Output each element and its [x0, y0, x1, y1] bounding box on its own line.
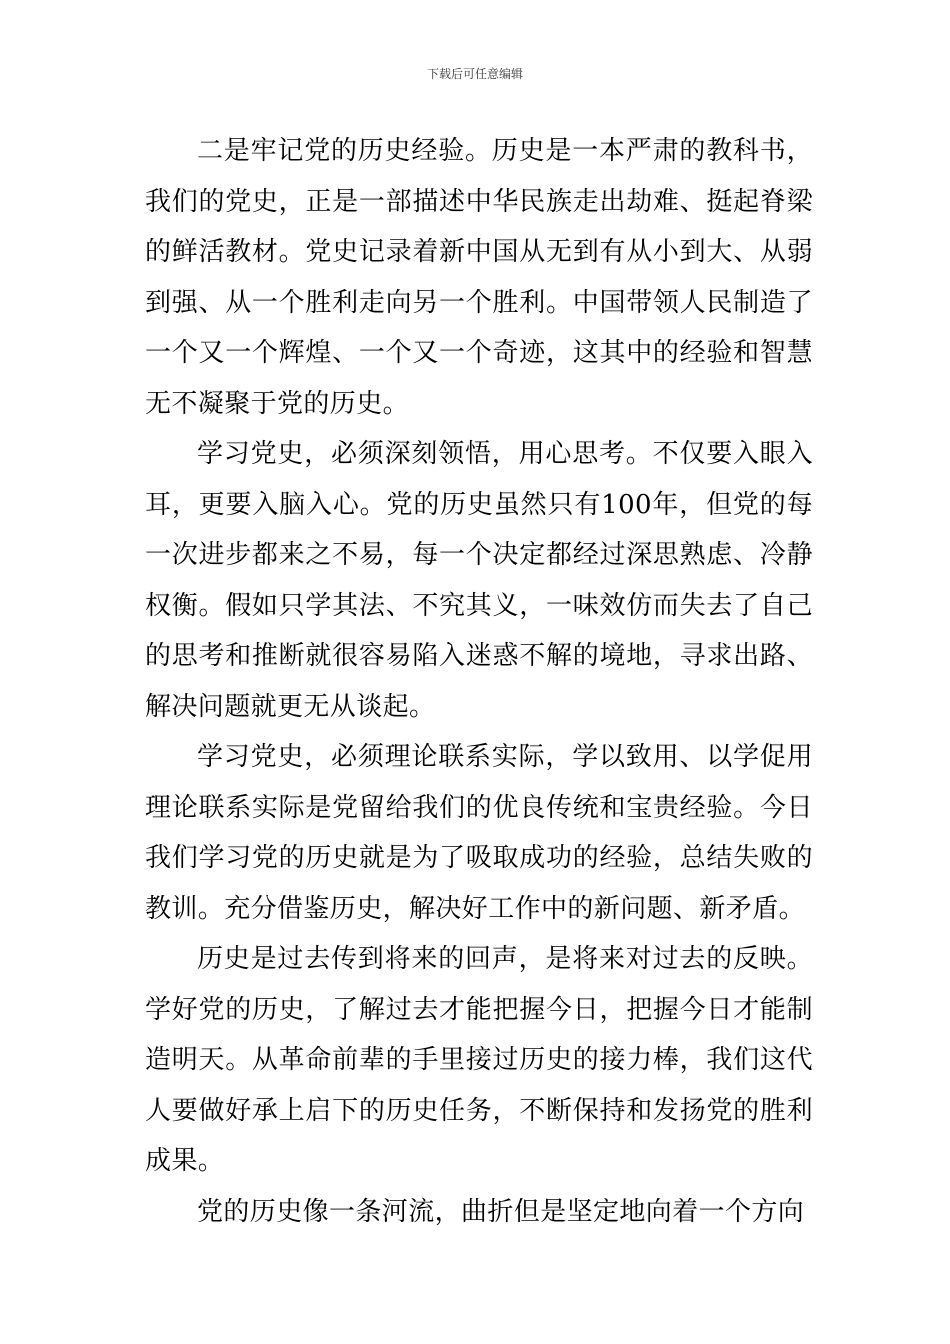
paragraph-1: 二是牢记党的历史经验。历史是一本严肃的教科书，我们的党史，正是一部描述中华民族走出劫难、挺起脊梁的鲜活教材。党史记录着新中国从无到有从小到大、从弱到强、从一个胜利走向另一个胜利。中国带领人民制造了一个又一个辉煌、一个又一个奇迹，这其中的经验和智慧无不凝聚于党的历史。	[145, 136, 813, 419]
body-text	[145, 126, 813, 1237]
header-note: 下载后可任意编辑	[426, 67, 523, 81]
paragraph-3: 学习党史，必须理论联系实际，学以致用、以学促用理论联系实际是党留给我们的优良传统和宝贵经验。今日我们学习党的历史就是为了吸取成功的经验，总结失败的教训。充分借鉴历史，解决好工作中的新问题、新矛盾。	[145, 742, 813, 924]
paragraph-4: 历史是过去传到将来的回声，是将来对过去的反映。学好党的历史，了解过去才能把握今日，把握今日才能制造明天。从革命前辈的手里接过历史的接力棒，我们这代人要做好承上启下的历史任务，不断保持和发扬党的胜利成果。	[145, 944, 813, 1176]
paragraph-2: 学习党史，必须深刻领悟，用心思考。不仅要入眼入耳，更要入脑入心。党的历史虽然只有100年，但党的每一次进步都来之不易，每一个决定都经过深思熟虑、冷静权衡。假如只学其法、不究其义，一味效仿而失去了自己的思考和推断就很容易陷入迷惑不解的境地，寻求出路、解决问题就更无从谈起。	[145, 439, 813, 722]
paragraph-5: 党的历史像一条河流，曲折但是坚定地向着一个方向	[197, 1196, 805, 1227]
